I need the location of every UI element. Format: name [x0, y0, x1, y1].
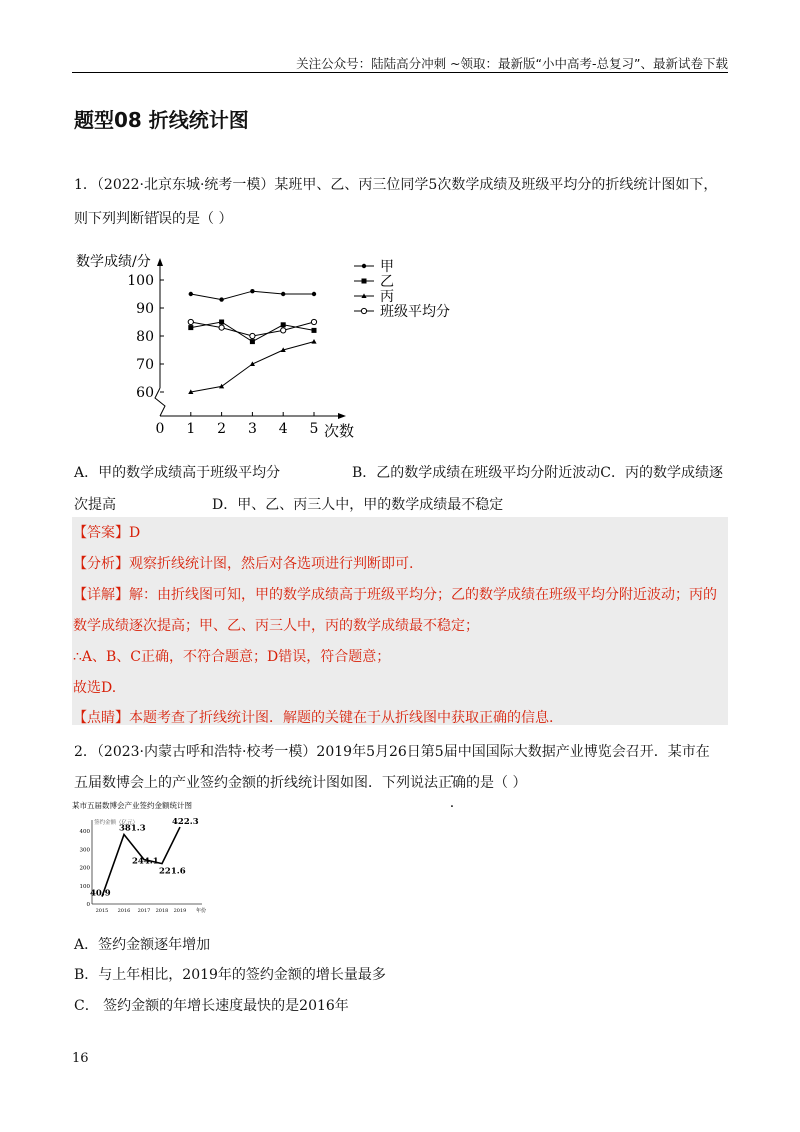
comment-text: 本题考查了折线统计图．解题的关键在于从折线图中获取正确的信息.: [129, 710, 554, 726]
data-point: [250, 339, 255, 344]
data-point: [281, 328, 286, 333]
legend-label: 乙: [380, 274, 394, 290]
analysis-line: [73, 553, 413, 573]
legend-label: 丙: [380, 289, 394, 305]
q1-option-bc: B．乙的数学成绩在班级平均分附近波动C．丙的数学成绩逐: [352, 465, 723, 481]
data-point: [312, 328, 317, 333]
y-axis-label: 数学成绩/分: [76, 254, 151, 270]
x-tick-label: 2016: [117, 908, 131, 914]
data-point: [250, 289, 254, 293]
y-tick-label: 0: [86, 902, 90, 908]
y-tick-label: 200: [79, 865, 90, 872]
q2-emphasis: 正确: [438, 775, 466, 791]
y-tick-label: 80: [136, 329, 154, 345]
x-tick-label: 4: [278, 421, 288, 437]
y-axis-arrow: [157, 258, 163, 266]
x-tick-label: 0: [155, 421, 165, 437]
x-tick-label: 1: [186, 421, 196, 437]
q1-option-d: D．甲、乙、丙三人中，甲的数学成绩最不稳定: [212, 497, 504, 513]
data-point: [311, 339, 316, 344]
y-tick-label: 60: [136, 385, 154, 401]
data-point: [188, 325, 193, 330]
q1-emphasis: 错误: [144, 211, 172, 227]
detail-line-1: [73, 584, 717, 604]
section-title: 题型08 折线统计图: [74, 108, 249, 132]
detail-text: 解：由折线图可知，甲的数学成绩高于班级平均分；乙的数学成绩在班级平均分附近波动；丙的: [129, 587, 717, 603]
y-tick-label: 90: [136, 301, 154, 317]
q2-option-b: B．与上年相比，2019年的签约金额的增长量最多: [74, 967, 386, 983]
y-tick-label: 400: [79, 829, 90, 836]
x-tick-label: 2: [217, 421, 227, 437]
detail-line-4: 故选D.: [73, 680, 117, 696]
data-label: 40.9: [90, 888, 111, 899]
q2-stem-part: 五届数博会上的产业签约金额的折线统计图如图．下列说法: [74, 775, 438, 791]
chart-title: 某市五届数博会产业签约金额统计图: [72, 801, 192, 810]
y-tick-label: 100: [127, 273, 154, 289]
q1-option-c-cont: 次提高: [74, 497, 116, 513]
y-tick-label: 300: [79, 847, 90, 854]
page-number: 16: [72, 1051, 89, 1066]
data-point: [219, 320, 224, 325]
detail-line-3: ∴A、B、C正确，不符合题意；D错误，符合题意；: [73, 649, 391, 665]
analysis-text: 观察折线统计图，然后对各选项进行判断即可.: [129, 556, 414, 572]
legend-marker: [362, 279, 367, 284]
q1-stem-part: 则下列判断: [74, 211, 144, 227]
q2-stem-line1: 2．（2023·内蒙古呼和浩特·校考一模）2019年5月26日第5届中国国际大数据产业博览会召开．某市在: [74, 744, 710, 760]
detail-tag: 【详解】: [73, 587, 129, 603]
x-tick-label: 2019: [173, 908, 187, 914]
q2-stem-line2: [74, 768, 526, 798]
legend-label: 甲: [380, 259, 394, 275]
data-label: 381.3: [119, 823, 146, 834]
data-label: 244.1: [132, 856, 159, 867]
q1-stem-part: 的是（ ）: [172, 211, 233, 227]
q2-option-a: A．签约金额逐年增加: [74, 937, 211, 953]
data-label: 422.3: [172, 817, 199, 828]
legend-label: 班级平均分: [380, 304, 450, 320]
data-point: [219, 325, 224, 330]
legend-marker: [361, 308, 366, 313]
q2-stem-part: 的是（ ）: [466, 775, 527, 791]
comment-tag: 【点睛】: [73, 710, 129, 726]
x-axis-label: 年份: [196, 908, 207, 914]
q2-option-c: C． 签约金额的年增长速度最快的是2016年: [74, 998, 349, 1014]
q1-line-chart: [72, 250, 472, 440]
legend-marker: [362, 264, 366, 268]
x-axis-arrow: [338, 413, 346, 419]
q1-option-a: A．甲的数学成绩高于班级平均分: [74, 465, 281, 481]
data-point: [281, 322, 286, 327]
header-divider: [72, 72, 728, 73]
q1-stem-line1: 1．（2022·北京东城·统考一模）某班甲、乙、丙三位同学5次数学成绩及班级平均分的折线统计图如下，: [74, 177, 718, 193]
q1-stem-line2: [74, 204, 232, 234]
data-point: [281, 292, 285, 296]
page-header: 关注公众号：陆陆高分冲刺 ~领取：最新版“小中高考-总复习”、最新试卷下载: [296, 56, 728, 71]
y-tick-label: 100: [79, 883, 90, 890]
x-tick-label: 3: [247, 421, 257, 437]
x-tick-label: 2015: [95, 908, 109, 914]
x-axis-label: 次数: [324, 422, 355, 440]
data-point: [219, 297, 223, 301]
data-point: [312, 292, 316, 296]
data-label: 221.6: [159, 866, 186, 877]
x-tick-label: 2018: [155, 908, 169, 914]
x-tick-label: 2017: [137, 908, 151, 914]
analysis-tag: 【分析】: [73, 556, 129, 572]
y-tick-label: 70: [136, 357, 154, 373]
x-tick-label: 5: [309, 421, 319, 437]
data-point: [311, 319, 316, 324]
series-line-丙: [191, 342, 314, 392]
comment-line: [73, 707, 553, 727]
detail-line-2: 数学成绩逐次提高；甲、乙、丙三人中，丙的数学成绩最不稳定；: [73, 618, 479, 634]
data-point: [189, 292, 193, 296]
answer-line: 【答案】D: [73, 525, 141, 541]
data-point: [188, 319, 193, 324]
data-point: [250, 333, 255, 338]
q2-line-chart: [72, 800, 232, 922]
y-axis-label: 签约金额（亿元）: [94, 820, 139, 826]
